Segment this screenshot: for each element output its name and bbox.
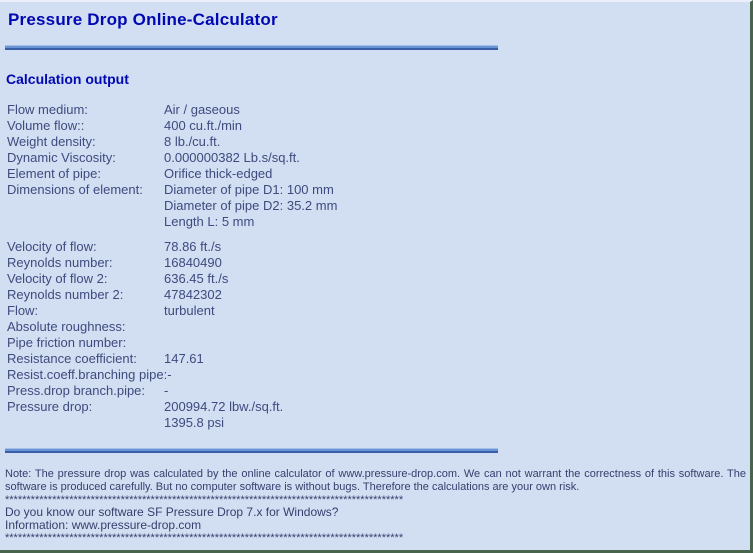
result-label: Pressure drop: bbox=[7, 399, 93, 414]
result-value bbox=[164, 166, 746, 182]
result-row bbox=[7, 303, 746, 319]
promo-question: Do you know our software SF Pressure Drop 7.x for Windows? bbox=[5, 505, 339, 519]
result-row bbox=[7, 102, 746, 118]
result-value-line: 78.86 ft./s bbox=[164, 239, 222, 254]
result-row bbox=[7, 118, 746, 134]
bottom-divider bbox=[5, 448, 498, 453]
result-value bbox=[164, 150, 746, 166]
result-value bbox=[164, 303, 746, 319]
result-value-line: - bbox=[167, 367, 172, 382]
result-label: Reynolds number: bbox=[7, 255, 113, 270]
result-section bbox=[7, 239, 746, 431]
result-row bbox=[7, 319, 746, 335]
result-label: Pipe friction number: bbox=[7, 335, 127, 350]
result-value bbox=[164, 287, 746, 303]
result-value-line: turbulent bbox=[164, 303, 215, 318]
result-value bbox=[164, 134, 746, 150]
result-row bbox=[7, 335, 746, 351]
result-label: Dynamic Viscosity: bbox=[7, 150, 116, 165]
result-label: Dimensions of element: bbox=[7, 182, 143, 197]
result-row bbox=[7, 182, 746, 230]
results-table bbox=[7, 102, 746, 431]
result-value-line bbox=[164, 319, 746, 335]
result-value bbox=[164, 383, 746, 399]
result-value-line: Air / gaseous bbox=[164, 102, 240, 117]
result-row bbox=[7, 271, 746, 287]
result-value-line: Diameter of pipe D1: 100 mm bbox=[164, 182, 334, 197]
result-value bbox=[164, 182, 746, 230]
result-label: Press.drop branch.pipe: bbox=[7, 383, 146, 398]
section-heading: Calculation output bbox=[6, 71, 129, 87]
top-divider bbox=[5, 45, 498, 50]
result-label: Flow: bbox=[7, 303, 39, 318]
result-value-line: 400 cu.ft./min bbox=[164, 118, 243, 133]
result-label: Resist.coeff.branching pipe: bbox=[7, 367, 168, 382]
result-value bbox=[164, 102, 746, 118]
result-row bbox=[7, 287, 746, 303]
result-value-line: 0.000000382 Lb.s/sq.ft. bbox=[164, 150, 300, 165]
result-value bbox=[164, 399, 746, 431]
result-label: Resistance coefficient: bbox=[7, 351, 137, 366]
result-value bbox=[164, 239, 746, 255]
result-value bbox=[164, 351, 746, 367]
result-row bbox=[7, 383, 746, 399]
result-row bbox=[7, 134, 746, 150]
result-section bbox=[7, 102, 746, 230]
result-value-line: 200994.72 lbw./sq.ft. bbox=[164, 399, 284, 414]
result-row bbox=[7, 150, 746, 166]
result-value-line: Orifice thick-edged bbox=[164, 166, 273, 181]
result-value-line: 16840490 bbox=[164, 255, 222, 270]
result-label: Absolute roughness: bbox=[7, 319, 126, 334]
result-row bbox=[7, 399, 746, 431]
result-value-line: 47842302 bbox=[164, 287, 222, 302]
result-value bbox=[164, 118, 746, 134]
result-value bbox=[164, 255, 746, 271]
result-row bbox=[7, 351, 746, 367]
result-label: Reynolds number 2: bbox=[7, 287, 124, 302]
result-label: Flow medium: bbox=[7, 102, 88, 117]
result-value-line: Diameter of pipe D2: 35.2 mm bbox=[164, 198, 338, 213]
stars-separator-top: ********************************************************************************************* bbox=[5, 494, 404, 506]
result-label: Element of pipe: bbox=[7, 166, 101, 181]
result-label: Volume flow:: bbox=[7, 118, 85, 133]
result-label: Velocity of flow: bbox=[7, 239, 97, 254]
result-value-line: 147.61 bbox=[164, 351, 204, 366]
result-value bbox=[167, 367, 746, 383]
result-value-line: Length L: 5 mm bbox=[164, 214, 255, 229]
stars-separator-bottom: ********************************************************************************************* bbox=[5, 532, 404, 544]
result-value bbox=[164, 319, 746, 335]
page-content bbox=[0, 2, 750, 544]
result-value-line: 1395.8 psi bbox=[164, 415, 224, 430]
result-value bbox=[164, 271, 746, 287]
promo-info: Information: www.pressure-drop.com bbox=[5, 518, 202, 532]
result-value-line: - bbox=[164, 383, 169, 398]
result-value-line bbox=[164, 335, 746, 351]
result-value-line: 636.45 ft./s bbox=[164, 271, 229, 286]
disclaimer-note: Note: The pressure drop was calculated by the online calculator of www.pressure-drop.com. We can not warrant the correctness of this software. The software is produced carefully. But no computer software is without bugs. Therefore the calculations are your own risk. bbox=[5, 468, 746, 493]
result-value bbox=[164, 335, 746, 351]
result-row bbox=[7, 239, 746, 255]
result-row bbox=[7, 367, 746, 383]
result-row bbox=[7, 166, 746, 182]
result-label: Velocity of flow 2: bbox=[7, 271, 108, 286]
result-label: Weight density: bbox=[7, 134, 96, 149]
result-value-line: 8 lb./cu.ft. bbox=[164, 134, 221, 149]
result-row bbox=[7, 255, 746, 271]
page-title: Pressure Drop Online-Calculator bbox=[8, 10, 278, 29]
